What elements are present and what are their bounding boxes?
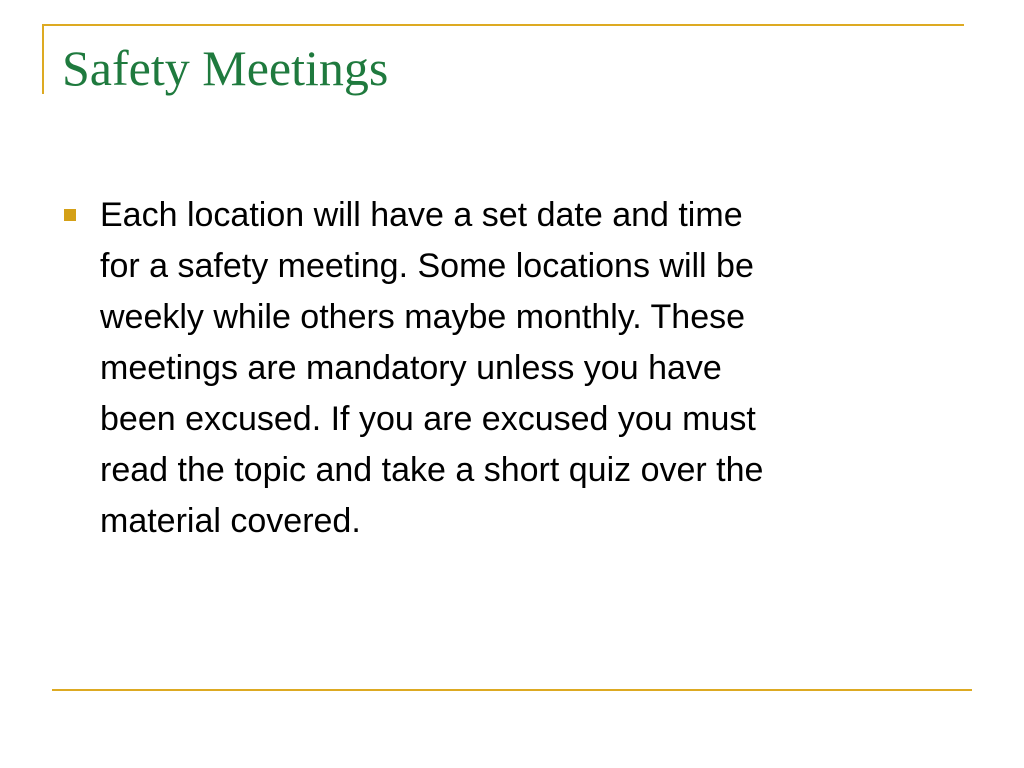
square-bullet-icon: [64, 209, 76, 221]
slide-title: Safety Meetings: [62, 40, 389, 96]
bullet-line: been excused. If you are excused you must: [100, 400, 756, 438]
bullet-line: read the topic and take a short quiz over the: [100, 451, 764, 489]
frame-bottom-rule: [52, 689, 972, 691]
frame-left-rule: [42, 24, 44, 94]
bullet-line: material covered.: [100, 502, 361, 540]
frame-top-rule: [42, 24, 964, 26]
bullet-line: meetings are mandatory unless you have: [100, 349, 722, 387]
bullet-line: Each location will have a set date and time: [100, 196, 743, 234]
bullet-text: [100, 190, 940, 547]
bullet-line: weekly while others maybe monthly. These: [100, 298, 746, 336]
bullet-line: for a safety meeting. Some locations will be: [100, 247, 754, 285]
